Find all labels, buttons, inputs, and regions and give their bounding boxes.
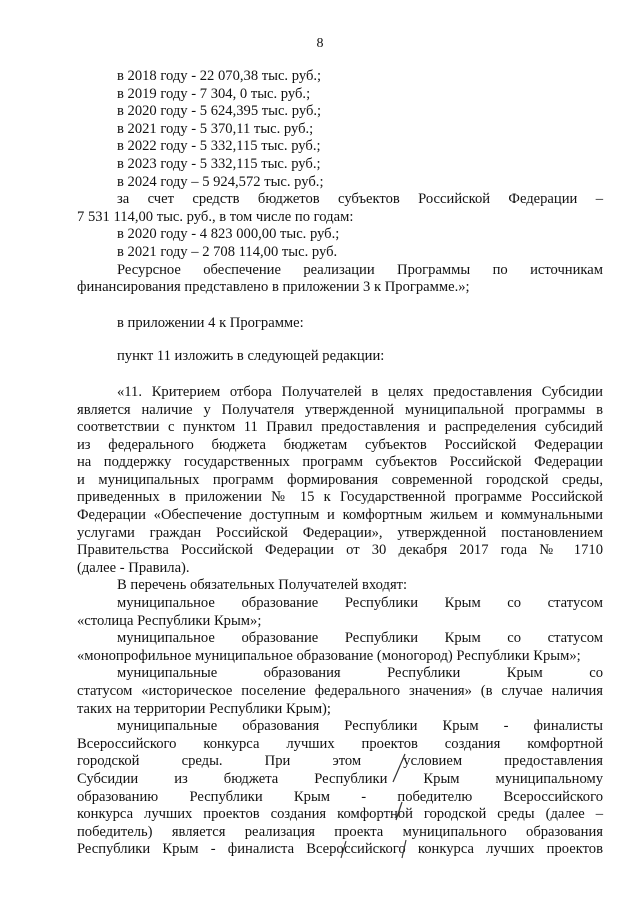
- text-line: конкурса лучших проектов создания комфортной городской среды (далее –: [77, 806, 603, 823]
- text-line: Республики Крым - финалиста Всероссийского конкурса лучших проектов: [77, 841, 603, 858]
- text-line: «столица Республики Крым»;: [77, 612, 262, 629]
- text-line: В перечень обязательных Получателей входят:: [117, 577, 408, 594]
- text-line: муниципальное образование Республики Крым со статусом: [117, 595, 603, 612]
- text-line: в 2021 году – 2 708 114,00 тыс. руб.: [117, 243, 338, 260]
- text-line: статусом «историческое поселение федерального значения» (в случае наличия: [77, 683, 603, 699]
- text-line: муниципальные образования Республики Крым - финалисты: [117, 718, 603, 735]
- text-line: и муниципальных программ формирования современной городской среды,: [77, 471, 603, 488]
- text-line: Правительства Российской Федерации от 30 декабря 2017 года № 1710: [77, 542, 603, 559]
- text-line: в 2018 году - 22 070,38 тыс. руб.;: [117, 68, 322, 84]
- text-line: на поддержку государственных программ субъектов Российской Федерации: [77, 454, 603, 471]
- text-line: пункт 11 изложить в следующей редакции:: [117, 348, 385, 365]
- text-line: в 2023 году - 5 332,115 тыс. руб.;: [117, 155, 321, 172]
- text-line: в 2020 году - 4 823 000,00 тыс. руб.;: [117, 226, 340, 243]
- text-line: муниципальное образование Республики Крым со статусом: [117, 630, 603, 647]
- text-line: в приложении 4 к Программе:: [117, 314, 304, 331]
- text-line: приведенных в приложении № 15 к Государственной программе Российской: [77, 489, 603, 506]
- text-line: соответствии с пунктом 11 Правил предоставления и распределения субсидий: [77, 419, 603, 436]
- text-line: «монопрофильное муниципальное образование (моногород) Республики Крым»;: [77, 647, 581, 664]
- text-line: из федерального бюджета бюджетам субъектов Российской Федерации: [77, 436, 603, 453]
- text-line: 7 531 114,00 тыс. руб., в том числе по годам:: [77, 208, 354, 225]
- text-line: городской среды. При этом условием предоставления: [77, 753, 603, 770]
- text-line: в 2021 году - 5 370,11 тыс. руб.;: [117, 120, 314, 137]
- text-line: «11. Критерием отбора Получателей в целях предоставления Субсидии: [117, 383, 603, 400]
- text-line: Субсидии из бюджета Республики Крым муниципальному: [77, 770, 603, 787]
- text-line: (далее - Правила).: [77, 559, 190, 576]
- document-body: [77, 68, 603, 859]
- text-line: Всероссийского конкурса лучших проектов создания комфортной: [77, 735, 603, 752]
- text-line: таких на территории Республики Крым);: [77, 700, 331, 717]
- text-line: образованию Республики Крым - победителю Всероссийского: [77, 788, 603, 805]
- text-line: в 2019 году - 7 304, 0 тыс. руб.;: [117, 85, 311, 102]
- text-line: победитель) является реализация проекта муниципального образования: [77, 823, 603, 840]
- text-line: услугами граждан Российской Федерации», утвержденной постановлением: [77, 524, 603, 541]
- text-line: Ресурсное обеспечение реализации Программы по источникам: [117, 261, 603, 278]
- text-line: муниципальные образования Республики Крым со: [117, 665, 603, 682]
- text-line: за счет средств бюджетов субъектов Российской Федерации –: [117, 191, 603, 208]
- text-line: в 2022 году - 5 332,115 тыс. руб.;: [117, 138, 321, 155]
- text-line: в 2020 году - 5 624,395 тыс. руб.;: [117, 103, 322, 120]
- page-number: 8: [316, 36, 324, 51]
- text-line: является наличие у Получателя утвержденной муниципальной программы в: [77, 401, 603, 418]
- text-line: финансирования представлено в приложении 3 к Программе.»;: [77, 279, 470, 296]
- text-line: в 2024 году – 5 924,572 тыс. руб.;: [117, 173, 324, 190]
- text-line: Федерации «Обеспечение доступным и комфортным жильем и коммунальными: [77, 507, 603, 524]
